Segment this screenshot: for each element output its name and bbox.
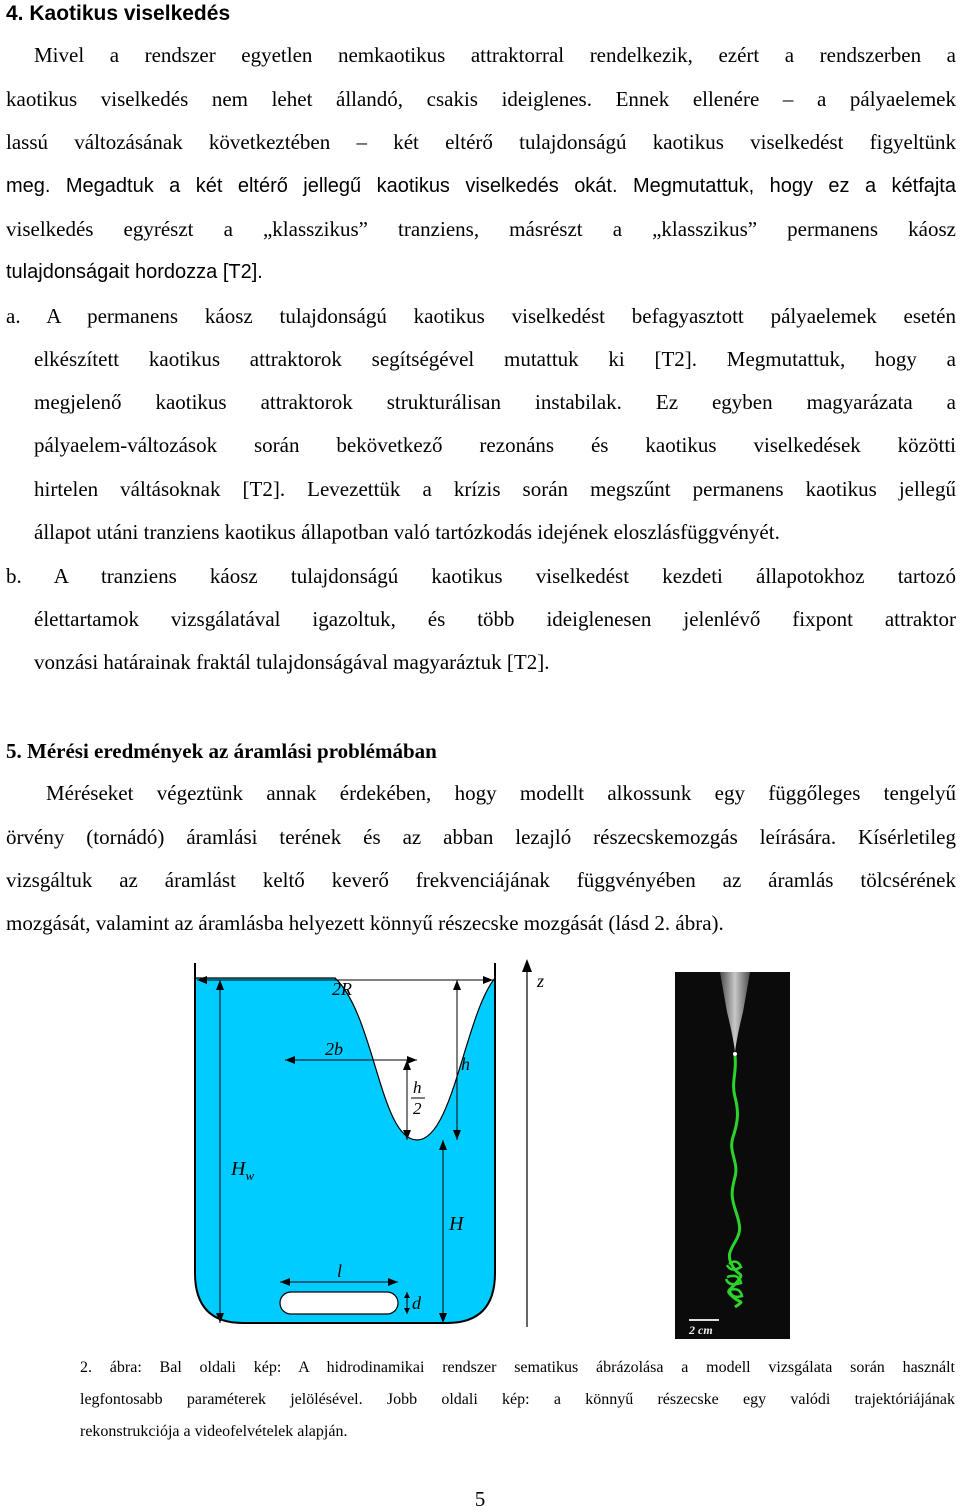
paragraph-line: örvény (tornádó) áramlási terének és az abban lezajló részecskemozgás leírására. Kísérletileg xyxy=(6,825,956,849)
item-a-line: hirtelen váltásoknak [T2]. Levezettük a krízis során megszűnt permanens kaotikus jellegű xyxy=(34,477,956,501)
scale-bar-label: 2 cm xyxy=(689,1323,713,1337)
item-a-line: elkészített kaotikus attraktorok segítségével mutattuk ki [T2]. Megmutattuk, hogy a xyxy=(34,347,956,371)
figure-caption-line: rekonstrukciója a videofelvételek alapján. xyxy=(80,1423,348,1440)
label-l: l xyxy=(337,1261,343,1281)
item-b-line: élettartamok vizsgálatával igazoltuk, és több ideiglenesen jelenlévő fixpont attraktor xyxy=(34,607,956,631)
label-Hw: $H_w$ xyxy=(231,1158,255,1183)
page-number: 5 xyxy=(474,1487,486,1511)
figure-caption-line: 2. ábra: Bal oldali kép: A hidrodinamikai rendszer sematikus ábrázolása a modell vizsgálata során használt xyxy=(80,1359,955,1376)
paragraph-line: Méréseket végeztünk annak érdekében, hogy modellt alkossunk egy függőleges tengelyű xyxy=(46,781,956,805)
stirrer-bar xyxy=(280,1292,398,1314)
paragraph-line: Mivel a rendszer egyetlen nemkaotikus attraktorral rendelkezik, ezért a rendszerben a xyxy=(34,43,956,67)
label-d: d xyxy=(412,1293,421,1313)
label-2b: 2b xyxy=(325,1039,343,1059)
vortex-schematic-diagram xyxy=(185,955,555,1330)
label-h-half-den: 2 xyxy=(413,1099,422,1118)
label-2R: 2R xyxy=(332,979,352,999)
label-z: z xyxy=(537,971,545,991)
water-region xyxy=(195,978,495,1323)
funnel-tip xyxy=(720,972,750,1052)
item-a-line: pályaelem-változások során bekövetkező rezonáns és kaotikus viselkedések közötti xyxy=(34,433,956,457)
item-a-line: megjelenő kaotikus attraktorok strukturálisan instabilak. Ez egyben magyarázata a xyxy=(34,390,956,414)
label-h: h xyxy=(461,1054,470,1074)
paragraph-line: meg. Megadtuk a két eltérő jellegű kaotikus viselkedés okát. Megmutattuk, hogy ez a kétfajta xyxy=(6,175,956,197)
item-a-line: a. A permanens káosz tulajdonságú kaotikus viselkedést befagyasztott pályaelemek esetén xyxy=(6,304,956,328)
section-4-heading: 4. Kaotikus viselkedés xyxy=(6,2,231,25)
paragraph-line: mozgását, valamint az áramlásba helyezett könnyű részecske mozgását (lásd 2. ábra). xyxy=(6,911,724,935)
label-H: H xyxy=(449,1213,464,1235)
figure-caption-line: legfontosabb paraméterek jelölésével. Jobb oldali kép: a könnyű részecske egy valódi trajektóriájának xyxy=(80,1391,955,1408)
item-a-line: állapot utáni tranziens kaotikus állapotban való tartózkodás idejének eloszlásfüggvényét. xyxy=(34,520,780,544)
item-b-line: vonzási határainak fraktál tulajdonságával magyaráztuk [T2]. xyxy=(34,650,550,674)
paragraph-line: viselkedés egyrészt a „klasszikus” tranziens, másrészt a „klasszikus” permanens káosz xyxy=(6,217,956,241)
trajectory-photo xyxy=(675,972,790,1339)
paragraph-line: tulajdonságait hordozza [T2]. xyxy=(6,261,263,283)
item-b-line: b. A tranziens káosz tulajdonságú kaotikus viselkedést kezdeti állapotokhoz tartozó xyxy=(6,564,956,588)
section-5-heading: 5. Mérési eredmények az áramlási problémában xyxy=(6,739,437,763)
paragraph-line: kaotikus viselkedés nem lehet állandó, csakis ideiglenes. Ennek ellenére – a pályaelemek xyxy=(6,87,956,111)
label-h-half-num: h xyxy=(413,1078,422,1097)
paragraph-line: lassú változásának következtében – két eltérő tulajdonságú kaotikus viselkedést figyeltünk xyxy=(6,130,956,154)
paragraph-line: vizsgáltuk az áramlást keltő keverő frekvenciájának függvényében az áramlás tölcsérének xyxy=(6,868,956,892)
